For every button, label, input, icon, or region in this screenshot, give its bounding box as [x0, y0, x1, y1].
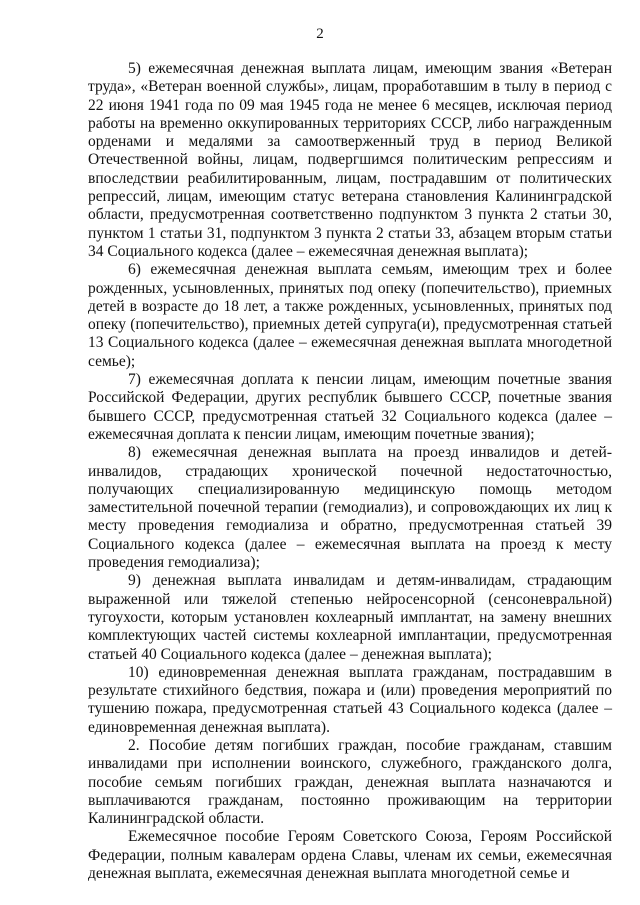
paragraph-monthly-allowance: Ежемесячное пособие Героям Советского Союза, Героям Российской Федерации, полным кавалерам ордена Славы, членам их семьи, ежемесячная денежная выплата, ежемесячная денежная выплата многодетной семье и: [88, 828, 612, 883]
paragraph-item-8: 8) ежемесячная денежная выплата на проезд инвалидов и детей-инвалидов, страдающих хронической почечной недостаточностью, получающих специализированную медицинскую помощь методом заместительной почечной терапии (гемодиализ), и сопровождающих их лиц к месту проведения гемодиализа и обратно, предусмотренная статьей 39 Социального кодекса (далее – ежемесячная выплата на проезд к месту проведения гемодиализа);: [88, 444, 612, 572]
page-number: 2: [316, 26, 324, 42]
paragraph-item-9: 9) денежная выплата инвалидам и детям-инвалидам, страдающим выраженной или тяжелой степенью нейросенсорной (сенсоневральной) тугоухости, которым установлен кохлеарный имплантат, на замену внешних комплектующих частей системы кохлеарной имплантации, предусмотренная статьей 40 Социального кодекса (далее – денежная выплата);: [88, 572, 612, 663]
paragraph-item-10: 10) единовременная денежная выплата гражданам, пострадавшим в результате стихийного бедствия, пожара и (или) проведения мероприятий по тушению пожара, предусмотренная статьей 43 Социального кодекса (далее – единовременная денежная выплата).: [88, 663, 612, 736]
paragraph-item-6: 6) ежемесячная денежная выплата семьям, имеющим трех и более рожденных, усыновленных, принятых под опеку (попечительство), приемных детей в возрасте до 18 лет, а также рожденных, усыновленных, принятых под опеку (попечительство), приемных детей супруга(и), предусмотренная статьей 13 Социального кодекса (далее – ежемесячная денежная выплата многодетной семье);: [88, 261, 612, 370]
paragraph-section-2: 2. Пособие детям погибших граждан, пособие гражданам, ставшим инвалидами при исполнении воинского, служебного, гражданского долга, пособие семьям погибших граждан, денежная выплата назначаются и выплачиваются гражданам, постоянно проживающим на территории Калининградской области.: [88, 736, 612, 828]
document-body: [88, 60, 612, 883]
paragraph-item-5: 5) ежемесячная денежная выплата лицам, имеющим звания «Ветеран труда», «Ветеран военной службы», лицам, проработавшим в тылу в период с 22 июня 1941 года по 09 мая 1945 года не менее 6 месяцев, исключая период работы на временно оккупированных территориях СССР, либо награжденным орденами и медалями за самоотверженный труд в период Великой Отечественной войны, лицам, подвергшимся политическим репрессиям и впоследствии реабилитированным, лицам, пострадавшим от политических репрессий, лицам, имеющим статус ветерана становления Калининградской области, предусмотренная соответственно подпунктом 3 пункта 2 статьи 30, пунктом 1 статьи 31, подпунктом 3 пункта 2 статьи 33, абзацем вторым статьи 34 Социального кодекса (далее – ежемесячная денежная выплата);: [88, 60, 612, 260]
paragraph-item-7: 7) ежемесячная доплата к пенсии лицам, имеющим почетные звания Российской Федерации, других республик бывшего СССР, почетные звания бывшего СССР, предусмотренная статьей 32 Социального кодекса (далее – ежемесячная доплата к пенсии лицам, имеющим почетные звания);: [88, 371, 612, 443]
